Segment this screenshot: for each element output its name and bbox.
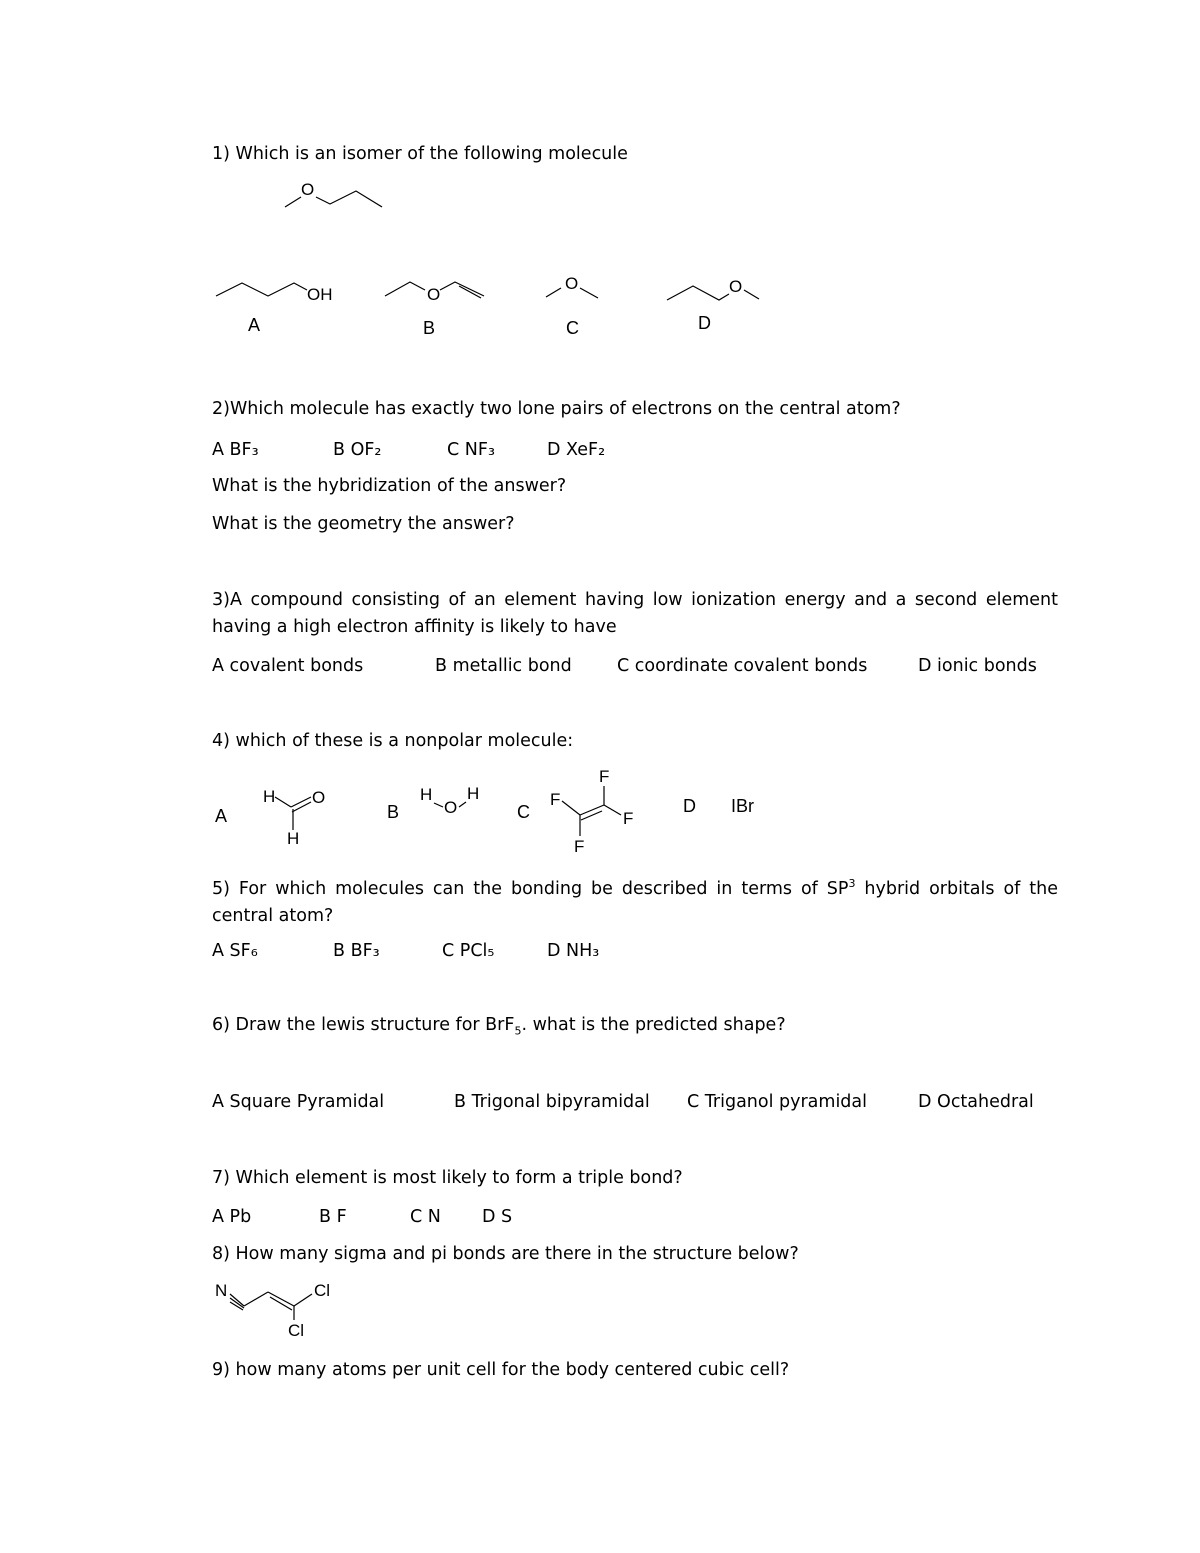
q8-molecule (210, 1276, 340, 1341)
q4-c-f-bottom: F (574, 837, 585, 856)
question-5-text (212, 870, 1058, 930)
q5-text-after: hybrid orbitals of the central atom? (212, 878, 1058, 926)
q1-given-o: O (301, 180, 315, 199)
q3-option-b[interactable]: B metallic bond (435, 656, 572, 676)
q8-cl-top: Cl (314, 1281, 331, 1300)
q2-option-b[interactable]: B OF₂ (333, 440, 382, 460)
q6-option-c[interactable]: C Triganol pyramidal (687, 1092, 867, 1112)
q1-choice-c-molecule (540, 275, 610, 305)
q2-follow-up-hybridization: What is the hybridization of the answer? (212, 476, 567, 496)
q7-option-b[interactable]: B F (319, 1207, 347, 1227)
q5-option-a[interactable]: A SF₆ (212, 941, 258, 961)
q4-b-o: O (444, 798, 458, 817)
q8-n: N (215, 1281, 228, 1300)
q4-option-d-ibr[interactable]: IBr (731, 796, 755, 816)
q5-option-d[interactable]: D NH₃ (547, 941, 600, 961)
q5-option-b[interactable]: B BF₃ (333, 941, 380, 961)
q6-text-before: 6) Draw the lewis structure for BrF (212, 1015, 515, 1035)
q6-subscript: 5 (514, 1024, 522, 1038)
q4-c-f-top: F (599, 767, 610, 786)
q1-choice-d-molecule (660, 275, 770, 310)
q4-choice-d-label: D (683, 796, 696, 816)
q4-choice-b-molecule (418, 781, 498, 821)
q6-option-b[interactable]: B Trigonal bipyramidal (454, 1092, 650, 1112)
q1-choice-a-label: A (248, 315, 261, 335)
q3-option-c[interactable]: C coordinate covalent bonds (617, 656, 868, 676)
q4-choice-a-molecule (255, 783, 335, 848)
q1-choice-d-o: O (729, 277, 743, 296)
q2-follow-up-geometry: What is the geometry the answer? (212, 514, 515, 534)
q1-choice-b-molecule (380, 278, 490, 308)
q7-option-d[interactable]: D S (482, 1207, 513, 1227)
q2-option-d[interactable]: D XeF₂ (547, 440, 606, 460)
q2-option-c[interactable]: C NF₃ (447, 440, 495, 460)
q6-text-after: . what is the predicted shape? (521, 1015, 786, 1035)
q4-a-o: O (312, 788, 326, 807)
q4-choice-c-molecule (545, 763, 645, 858)
q1-choice-b-label: B (423, 318, 436, 338)
q7-option-a[interactable]: A Pb (212, 1207, 252, 1227)
q5-superscript: 3 (848, 877, 856, 890)
q4-a-h-bottom: H (287, 829, 300, 848)
question-4-text: 4) which of these is a nonpolar molecule: (212, 731, 574, 751)
q4-choice-c-label: C (517, 802, 530, 822)
q4-c-f-right: F (623, 809, 634, 828)
q3-option-a[interactable]: A covalent bonds (212, 656, 364, 676)
question-8-text: 8) How many sigma and pi bonds are there in the structure below? (212, 1244, 799, 1264)
q2-option-a[interactable]: A BF₃ (212, 440, 259, 460)
q4-a-h-top: H (263, 787, 276, 806)
q6-option-a[interactable]: A Square Pyramidal (212, 1092, 385, 1112)
question-9-text: 9) how many atoms per unit cell for the body centered cubic cell? (212, 1360, 790, 1380)
q1-choice-b-o: O (427, 285, 441, 304)
q1-choice-a-molecule (210, 278, 340, 308)
q6-option-d[interactable]: D Octahedral (918, 1092, 1034, 1112)
q4-c-f-left: F (550, 790, 561, 809)
question-1-text: 1) Which is an isomer of the following molecule (212, 144, 628, 164)
q5-option-c[interactable]: C PCl₅ (442, 941, 495, 961)
q4-choice-b-label: B (387, 802, 400, 822)
question-3-text: 3)A compound consisting of an element having low ionization energy and a second element having a high electron affinity is likely to have (212, 590, 1058, 637)
q8-cl-bottom: Cl (288, 1321, 305, 1340)
question-6-text (212, 1012, 786, 1045)
q1-given-molecule (280, 178, 390, 213)
q5-text-before: 5) For which molecules can the bonding be described in terms of SP (212, 878, 849, 899)
question-2-text: 2)Which molecule has exactly two lone pairs of electrons on the central atom? (212, 399, 901, 419)
q1-choice-d-label: D (698, 313, 711, 333)
question-7-text: 7) Which element is most likely to form a triple bond? (212, 1168, 683, 1188)
q3-option-d[interactable]: D ionic bonds (918, 656, 1037, 676)
q1-choice-c-o: O (565, 274, 579, 293)
q7-option-c[interactable]: C N (410, 1207, 441, 1227)
q4-b-h-left: H (420, 785, 433, 804)
q1-choice-a-oh: OH (307, 285, 333, 304)
q4-b-h-right: H (467, 784, 480, 803)
q1-choice-c-label: C (566, 318, 579, 338)
q4-choice-a-label: A (215, 806, 228, 826)
